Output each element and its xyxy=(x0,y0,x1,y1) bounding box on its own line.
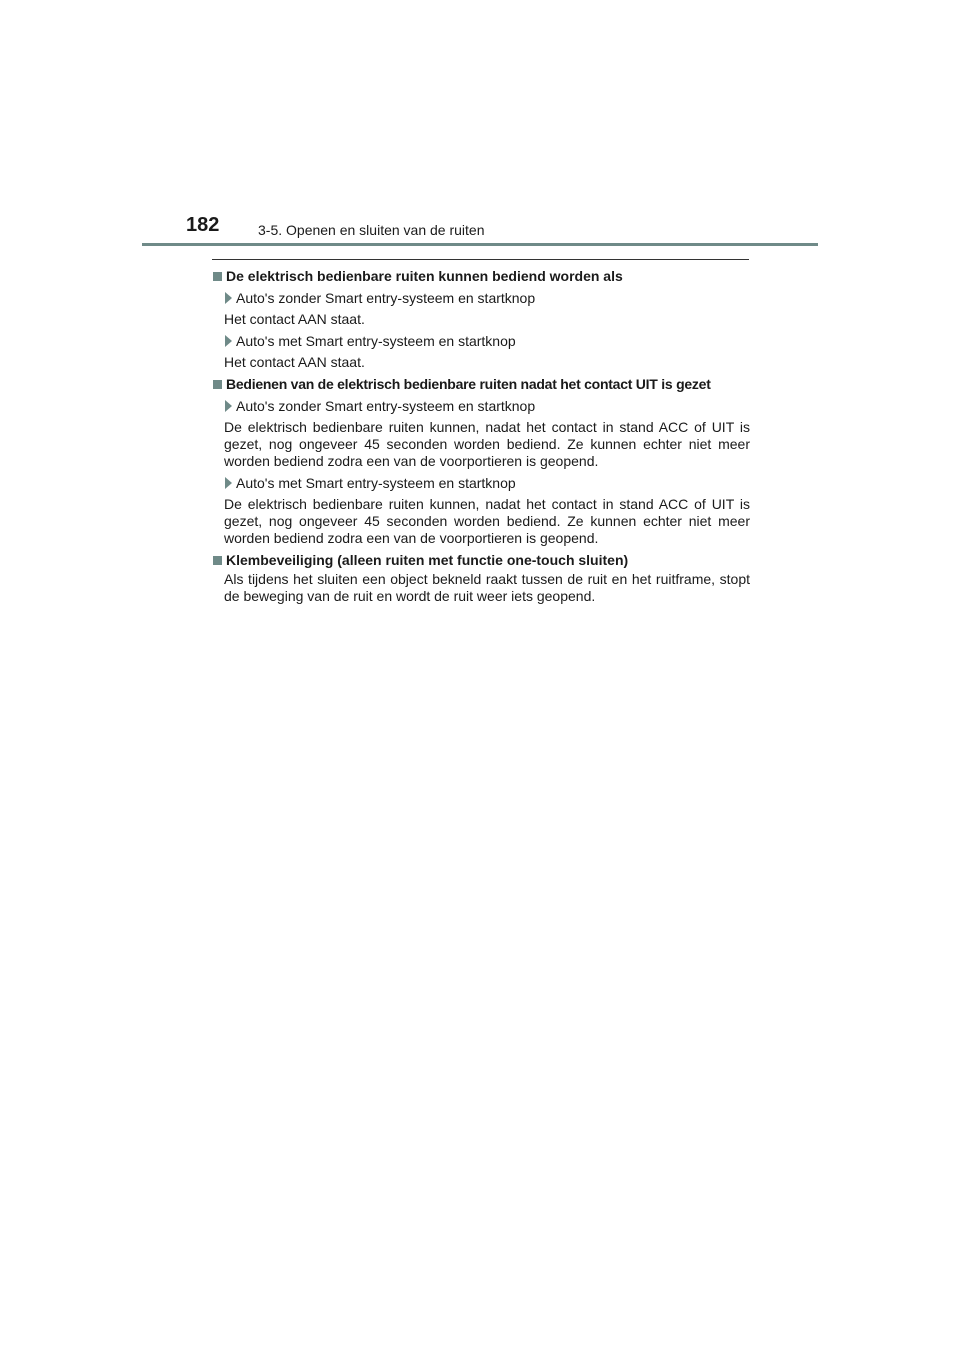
condition-item xyxy=(223,290,750,307)
condition-item xyxy=(223,398,750,415)
body-paragraph: Het contact AAN staat. xyxy=(224,354,365,370)
condition-item-text: Auto's met Smart entry-systeem en startknop xyxy=(236,475,516,491)
body-paragraph: Het contact AAN staat. xyxy=(224,311,365,327)
page-number: 182 xyxy=(186,214,220,236)
section-heading-text: Klembeveiliging (alleen ruiten met functie one-touch sluiten) xyxy=(226,552,629,568)
section-rule xyxy=(212,259,749,260)
section-heading xyxy=(212,552,750,569)
body-paragraph: De elektrisch bedienbare ruiten kunnen, nadat het contact in stand ACC of UIT is gezet, nog ongeveer 45 seconden worden bediend. Ze kunnen echter niet meer worden bediend zodra een van de voorportieren is geopend. xyxy=(224,419,750,469)
condition-item xyxy=(223,333,750,350)
section-heading xyxy=(212,376,750,393)
condition-item-text: Auto's zonder Smart entry-systeem en startknop xyxy=(236,290,536,306)
triangle-bullet-icon xyxy=(225,477,232,489)
condition-item-text: Auto's met Smart entry-systeem en startknop xyxy=(236,333,516,349)
triangle-bullet-icon xyxy=(225,400,232,412)
section-heading-text: Bedienen van de elektrisch bedienbare ruiten nadat het contact UIT is gezet xyxy=(226,376,711,392)
header-rule xyxy=(142,243,818,246)
triangle-bullet-icon xyxy=(225,335,232,347)
page-content xyxy=(212,264,750,609)
square-bullet-icon xyxy=(213,380,222,389)
square-bullet-icon xyxy=(213,272,222,281)
body-paragraph: De elektrisch bedienbare ruiten kunnen, nadat het contact in stand ACC of UIT is gezet, nog ongeveer 45 seconden worden bediend. Ze kunnen echter niet meer worden bediend zodra een van de voorportieren is geopend. xyxy=(224,496,750,546)
section-heading-text: De elektrisch bedienbare ruiten kunnen bediend worden als xyxy=(226,268,623,284)
triangle-bullet-icon xyxy=(225,292,232,304)
body-paragraph: Als tijdens het sluiten een object bekneld raakt tussen de ruit en het ruitframe, stopt de beweging van de ruit en wordt de ruit weer iets geopend. xyxy=(224,571,750,604)
section-heading xyxy=(212,268,750,285)
condition-item-text: Auto's zonder Smart entry-systeem en startknop xyxy=(236,398,536,414)
square-bullet-icon xyxy=(213,556,222,565)
chapter-title: 3-5. Openen en sluiten van de ruiten xyxy=(258,222,485,238)
condition-item xyxy=(223,475,750,492)
